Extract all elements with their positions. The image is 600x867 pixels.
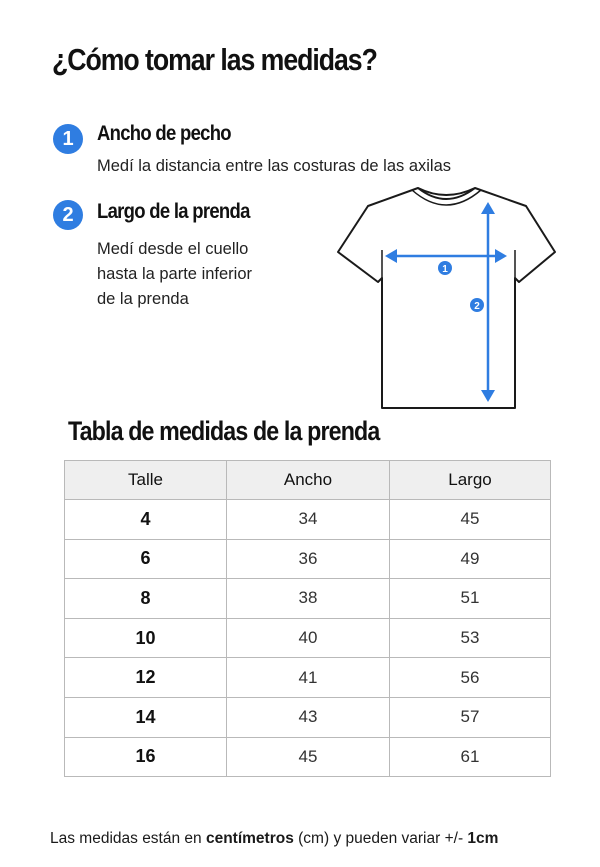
- step-2-description-line: hasta la parte inferior: [97, 265, 253, 283]
- table-title: Tabla de medidas de la prenda: [68, 416, 380, 446]
- footer-text: Las medidas están en: [50, 830, 206, 847]
- cell-ancho: 40: [227, 618, 390, 658]
- cell-talle: 8: [65, 579, 227, 619]
- table-row: [65, 737, 551, 777]
- cell-talle: 14: [65, 697, 227, 737]
- length-marker-label: 2: [474, 301, 480, 312]
- step-1-title: Ancho de pecho: [97, 122, 231, 145]
- footer-unit: centímetros: [205, 830, 294, 847]
- cell-talle: 12: [65, 658, 227, 698]
- step-2-description-line: Medí desde el cuello: [97, 240, 249, 258]
- step-2-description-line: de la prenda: [97, 290, 189, 308]
- cell-largo: 57: [390, 697, 551, 737]
- header-ancho: Ancho: [227, 461, 390, 500]
- cell-largo: 56: [390, 658, 551, 698]
- table-header-row: [65, 461, 551, 500]
- page-title: ¿Cómo tomar las medidas?: [52, 42, 377, 77]
- cell-largo: 61: [390, 737, 551, 777]
- cell-ancho: 43: [227, 697, 390, 737]
- step-2-description: [97, 237, 252, 312]
- cell-talle: 16: [65, 737, 227, 777]
- cell-ancho: 38: [227, 579, 390, 619]
- step-2-title: Largo de la prenda: [97, 200, 250, 223]
- table-row: [65, 697, 551, 737]
- cell-talle: 10: [65, 618, 227, 658]
- step-1-badge: 1: [53, 124, 83, 154]
- footer-note: [50, 830, 498, 848]
- table-row: [65, 618, 551, 658]
- t-shirt-outline: [338, 188, 555, 408]
- footer-tolerance: 1cm: [467, 830, 499, 847]
- table-row: [65, 658, 551, 698]
- header-largo: Largo: [390, 461, 551, 500]
- table-row: [65, 539, 551, 579]
- t-shirt-icon: [330, 180, 562, 412]
- step-1-description: [97, 154, 451, 179]
- cell-ancho: 36: [227, 539, 390, 579]
- table-row: [65, 500, 551, 540]
- cell-largo: 53: [390, 618, 551, 658]
- cell-largo: 45: [390, 500, 551, 540]
- size-table: [64, 460, 551, 777]
- cell-ancho: 41: [227, 658, 390, 698]
- step-2-badge: 2: [53, 200, 83, 230]
- step-1-description-line: Medí la distancia entre las costuras de las axilas: [97, 157, 452, 175]
- footer-text: (cm) y pueden variar +/-: [293, 830, 468, 847]
- cell-ancho: 34: [227, 500, 390, 540]
- cell-largo: 49: [390, 539, 551, 579]
- width-marker-label: 1: [442, 264, 448, 275]
- cell-talle: 6: [65, 539, 227, 579]
- cell-ancho: 45: [227, 737, 390, 777]
- cell-largo: 51: [390, 579, 551, 619]
- cell-talle: 4: [65, 500, 227, 540]
- header-talle: Talle: [65, 461, 227, 500]
- table-row: [65, 579, 551, 619]
